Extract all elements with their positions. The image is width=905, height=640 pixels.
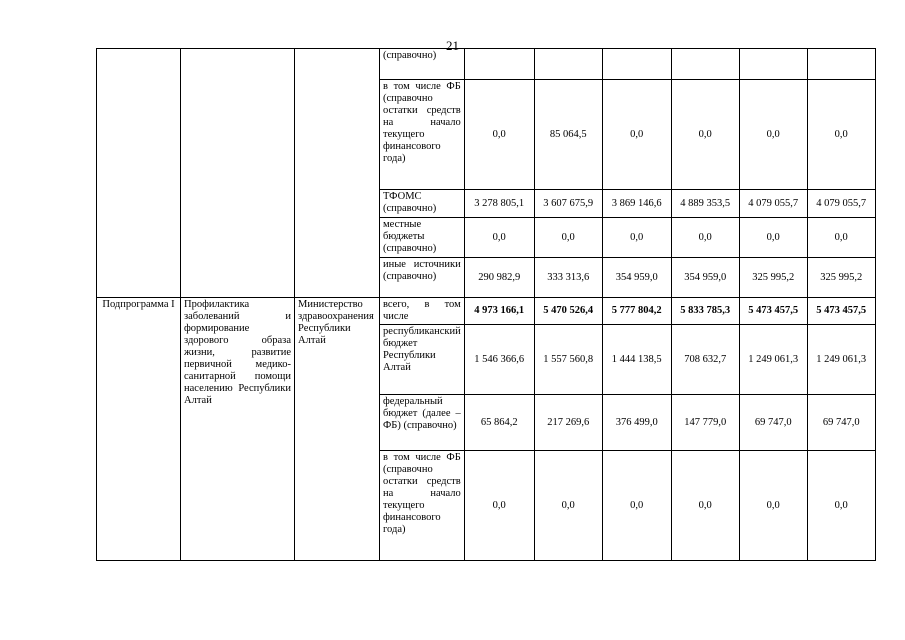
value-cell: 1 249 061,3 (739, 325, 807, 395)
value-cell: 4 079 055,7 (739, 190, 807, 218)
value-cell (534, 49, 602, 80)
source-cell: в том числе ФБ (справочно остатки средств на начало текущего финансового года) (380, 451, 465, 561)
value-cell: 4 973 166,1 (464, 298, 534, 325)
value-cell: 69 747,0 (807, 395, 875, 451)
value-cell: 0,0 (602, 451, 671, 561)
value-cell: 0,0 (534, 451, 602, 561)
value-cell: 0,0 (602, 80, 671, 190)
value-cell: 354 959,0 (671, 258, 739, 298)
subprogram-code: Подпрограмма I (97, 298, 181, 561)
value-cell: 4 889 353,5 (671, 190, 739, 218)
value-cell: 5 833 785,3 (671, 298, 739, 325)
value-cell: 4 079 055,7 (807, 190, 875, 218)
value-cell: 290 982,9 (464, 258, 534, 298)
value-cell: 0,0 (807, 451, 875, 561)
value-cell: 147 779,0 (671, 395, 739, 451)
page-number: 21 (446, 38, 459, 53)
source-cell: республиканский бюджет Республики Алтай (380, 325, 465, 395)
value-cell: 5 473 457,5 (807, 298, 875, 325)
value-cell: 3 278 805,1 (464, 190, 534, 218)
value-cell (739, 49, 807, 80)
value-cell: 0,0 (464, 218, 534, 258)
value-cell: 85 064,5 (534, 80, 602, 190)
value-cell: 325 995,2 (807, 258, 875, 298)
source-cell: иные источники (справочно) (380, 258, 465, 298)
value-cell: 3 869 146,6 (602, 190, 671, 218)
source-cell: в том числе ФБ (справочно остатки средств на начало текущего финансового года) (380, 80, 465, 190)
value-cell: 0,0 (602, 218, 671, 258)
value-cell: 0,0 (807, 80, 875, 190)
value-cell: 0,0 (671, 80, 739, 190)
value-cell (807, 49, 875, 80)
value-cell: 3 607 675,9 (534, 190, 602, 218)
value-cell: 376 499,0 (602, 395, 671, 451)
value-cell: 0,0 (807, 218, 875, 258)
prev-name-cell (181, 49, 295, 298)
subprogram-executor: Министерство здравоохранения Республики Алтай (295, 298, 380, 561)
value-cell: 0,0 (464, 451, 534, 561)
value-cell: 354 959,0 (602, 258, 671, 298)
prev-executor-cell (295, 49, 380, 298)
value-cell: 0,0 (739, 451, 807, 561)
value-cell: 5 473 457,5 (739, 298, 807, 325)
source-cell: ТФОМС (справочно) (380, 190, 465, 218)
value-cell: 65 864,2 (464, 395, 534, 451)
value-cell: 1 546 366,6 (464, 325, 534, 395)
value-cell: 0,0 (671, 218, 739, 258)
value-cell: 333 313,6 (534, 258, 602, 298)
value-cell: 5 777 804,2 (602, 298, 671, 325)
value-cell: 0,0 (464, 80, 534, 190)
value-cell: 69 747,0 (739, 395, 807, 451)
value-cell: 1 249 061,3 (807, 325, 875, 395)
value-cell: 1 444 138,5 (602, 325, 671, 395)
source-cell: федеральный бюджет (далее – ФБ) (справочно) (380, 395, 465, 451)
value-cell (671, 49, 739, 80)
value-cell (464, 49, 534, 80)
value-cell: 0,0 (739, 80, 807, 190)
table-row (97, 49, 876, 80)
value-cell: 708 632,7 (671, 325, 739, 395)
value-cell: 0,0 (671, 451, 739, 561)
table-row (97, 298, 876, 325)
value-cell: 1 557 560,8 (534, 325, 602, 395)
value-cell: 0,0 (739, 218, 807, 258)
source-cell: местные бюджеты (справочно) (380, 218, 465, 258)
prev-code-cell (97, 49, 181, 298)
value-cell: 217 269,6 (534, 395, 602, 451)
value-cell: 0,0 (534, 218, 602, 258)
value-cell: 5 470 526,4 (534, 298, 602, 325)
source-cell: (справочно) (380, 49, 465, 80)
value-cell: 325 995,2 (739, 258, 807, 298)
budget-table (96, 48, 876, 561)
subprogram-name: Профилактика заболеваний и формирование здорового образа жизни, развитие первичной медико-санитарной помощи населению Республики Алтай (181, 298, 295, 561)
source-cell: всего, в том числе (380, 298, 465, 325)
value-cell (602, 49, 671, 80)
